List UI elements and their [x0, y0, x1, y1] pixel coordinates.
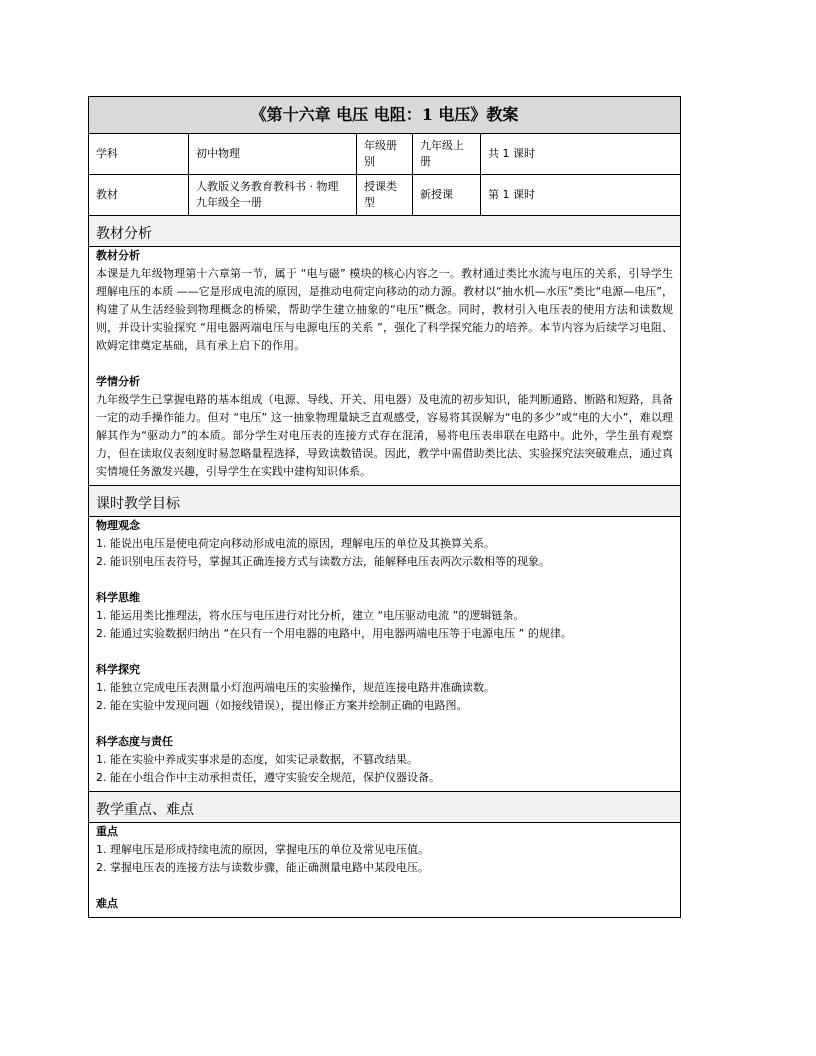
lesson-plan-sheet [88, 96, 680, 918]
objective-group-title: 物理观念 [96, 519, 140, 532]
objective-item: 2. 能识别电压表符号，掌握其正确连接方式与读数方法，能解释电压表两次示数相等的现象。 [96, 555, 550, 568]
info-row [89, 175, 681, 216]
difficulty-title: 难点 [96, 897, 118, 910]
grade-value: 九年级上册 [413, 134, 481, 175]
subject-value: 初中物理 [189, 134, 357, 175]
document-title: 《第十六章 电压 电阻：1 电压》教案 [89, 97, 681, 134]
textbook-analysis-text: 本课是九年级物理第十六章第一节，属于 “电与磁” 模块的核心内容之一。教材通过类比水流与电压的关系，引导学生理解电压的本质 ——它是形成电流的原因，是推动电荷定向移动的动力源。教材以“抽水机—水压”类比“电源—电压”，构建了从生活经验到物理概念的桥梁，帮助学生建立抽象的“电压”概念。同时，教材引入电压表的使用方法和读数规则，并设计实验探究 “用电器两端电压与电源电压的关系 ”，强化了科学探究能力的培养。本节内容为后续学习电阻、欧姆定律奠定基础，具有承上启下的作用。 [96, 267, 674, 352]
analysis-section [89, 247, 681, 486]
objective-item: 1. 能说出电压是使电荷定向移动形成电流的原因，理解电压的单位及其换算关系。 [96, 537, 495, 550]
subject-label: 学科 [89, 134, 189, 175]
keypoints-section [89, 823, 681, 918]
objective-group-title: 科学思维 [96, 591, 140, 604]
objective-item: 1. 能运用类比推理法，将水压与电压进行对比分析，建立 “电压驱动电流 ”的逻辑链条。 [96, 609, 525, 622]
textbook-value: 人教版义务教育教科书 · 物理九年级全一册 [189, 175, 357, 216]
objective-item: 1. 能在实验中养成实事求是的态度，如实记录数据，不篡改结果。 [96, 753, 418, 766]
textbook-label: 教材 [89, 175, 189, 216]
hours-value: 共 1 课时 [481, 134, 681, 175]
objective-item: 2. 能在实验中发现问题（如接线错误），提出修正方案并绘制正确的电路图。 [96, 699, 468, 712]
objectives-heading: 课时教学目标 [89, 486, 681, 517]
objective-item: 2. 能通过实验数据归纳出 “在只有一个用电器的电路中，用电器两端电压等于电源电压 ” 的规律。 [96, 627, 572, 640]
focus-item: 2. 掌握电压表的连接方法与读数步骤，能正确测量电路中某段电压。 [96, 861, 429, 874]
lesson-plan-table [88, 96, 681, 918]
lesson-type-value: 新授课 [413, 175, 481, 216]
lesson-number-value: 第 1 课时 [481, 175, 681, 216]
focus-title: 重点 [96, 825, 118, 838]
objective-group-title: 科学探究 [96, 663, 140, 676]
keypoints-heading: 教学重点、难点 [89, 792, 681, 823]
objective-group-title: 科学态度与责任 [96, 735, 173, 748]
student-analysis-text: 九年级学生已掌握电路的基本组成（电源、导线、开关、用电器）及电流的初步知识，能判断通路、断路和短路，具备一定的动手操作能力。但对 “电压” 这一抽象物理量缺乏直观感受，容易将其误解为“电的多少”或“电的大小”，难以理解其作为“驱动力”的本质。部分学生对电压表的连接方式存在混淆，易将电压表串联在电路中。此外，学生虽有观察力，但在读取仪表刻度时易忽略量程选择，导致读数错误。因此，教学中需借助类比法、实验探究法突破难点，通过真实情境任务激发兴趣，引导学生在实践中建构知识体系。 [96, 393, 674, 478]
analysis-heading: 教材分析 [89, 216, 681, 247]
student-analysis-title: 学情分析 [96, 375, 140, 388]
objective-item: 1. 能独立完成电压表测量小灯泡两端电压的实验操作，规范连接电路并准确读数。 [96, 681, 495, 694]
grade-label: 年级册别 [357, 134, 413, 175]
objective-item: 2. 能在小组合作中主动承担责任，遵守实验安全规范，保护仪器设备。 [96, 771, 440, 784]
lesson-type-label: 授课类型 [357, 175, 413, 216]
objectives-section [89, 517, 681, 792]
info-row [89, 134, 681, 175]
textbook-analysis-title: 教材分析 [96, 249, 140, 262]
focus-item: 1. 理解电压是形成持续电流的原因，掌握电压的单位及常见电压值。 [96, 843, 429, 856]
